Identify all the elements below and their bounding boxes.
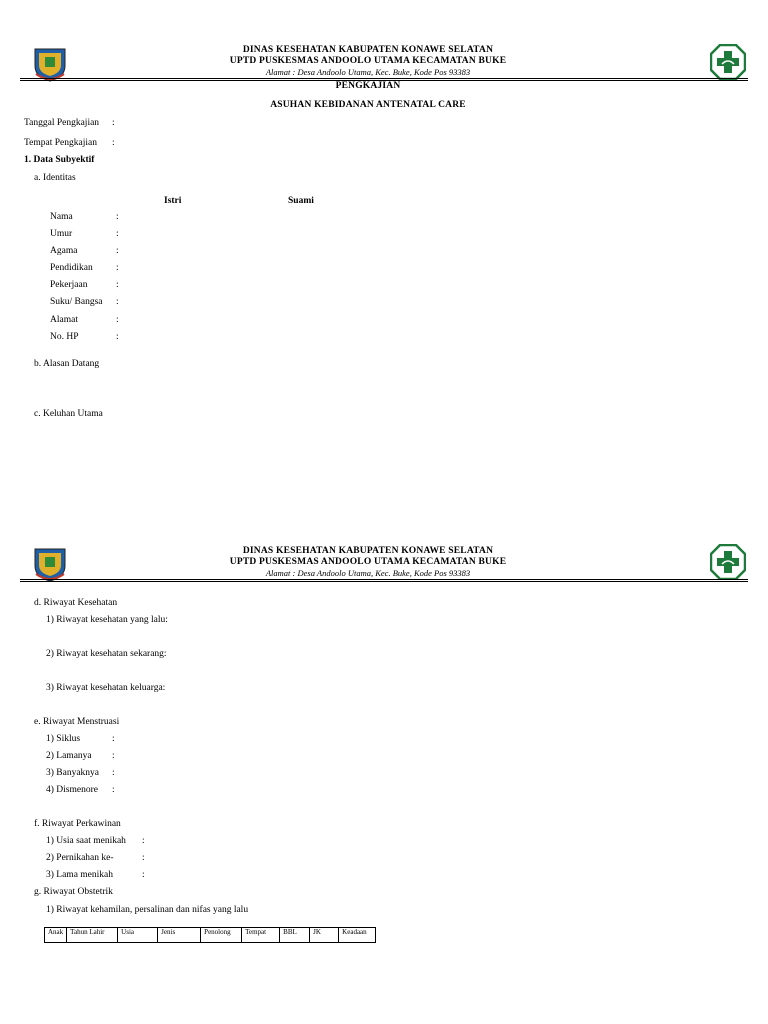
header-agency: DINAS KESEHATAN KABUPATEN KONAWE SELATAN — [242, 546, 494, 556]
perkawinan-usia: 1) Usia saat menikah — [46, 836, 126, 846]
suami-header: Suami — [288, 196, 314, 206]
identitas-colon: : — [116, 280, 119, 290]
header-divider — [20, 78, 748, 79]
identitas-colon: : — [116, 297, 119, 307]
header-address: Alamat : Desa Andoolo Utama, Kec. Buke, Kode Pos 93383 — [265, 67, 471, 77]
tempat-label: Tempat Pengkajian — [24, 138, 97, 148]
kesehatan-lalu: 1) Riwayat kesehatan yang lalu: — [46, 615, 168, 625]
menstruasi-colon: : — [112, 751, 115, 761]
identitas-colon: : — [116, 212, 119, 222]
alasan-datang-label: b. Alasan Datang — [34, 359, 100, 369]
perkawinan-colon: : — [142, 836, 145, 846]
riwayat-perkawinan-label: f. Riwayat Perkawinan — [34, 819, 121, 829]
perkawinan-colon: : — [142, 853, 145, 863]
riwayat-kesehatan-label: d. Riwayat Kesehatan — [34, 598, 118, 608]
menstruasi-colon: : — [112, 768, 115, 778]
table-header-cell: Keadaan — [339, 928, 376, 943]
obstetrik-kehamilan-lalu: 1) Riwayat kehamilan, persalinan dan nifas yang lalu — [46, 905, 249, 915]
menstruasi-dismenore: 4) Dismenore — [46, 785, 98, 795]
tempat-colon: : — [112, 138, 115, 148]
header-puskesmas: UPTD PUSKESMAS ANDOOLO UTAMA KECAMATAN BUKE — [229, 56, 507, 66]
identitas-umur: Umur — [50, 229, 73, 239]
kesehatan-keluarga: 3) Riwayat kesehatan keluarga: — [46, 683, 166, 693]
table-header-cell: Usia — [118, 928, 158, 943]
section-data-subyektif: 1. Data Subyektif — [24, 155, 95, 165]
tanggal-colon: : — [112, 118, 115, 128]
header-divider-thin — [20, 581, 748, 582]
identitas-colon: : — [116, 332, 119, 342]
identitas-nama: Nama — [50, 212, 73, 222]
header-address: Alamat : Desa Andoolo Utama, Kec. Buke, Kode Pos 93383 — [265, 568, 471, 578]
identitas-colon: : — [116, 263, 119, 273]
menstruasi-lamanya: 2) Lamanya — [46, 751, 92, 761]
form-title: PENGKAJIAN — [335, 81, 401, 91]
identitas-colon: : — [116, 246, 119, 256]
riwayat-menstruasi-label: e. Riwayat Menstruasi — [34, 717, 120, 727]
table-header-cell: JK — [310, 928, 339, 943]
identitas-pendidikan: Pendidikan — [50, 263, 93, 273]
table-header-cell: BBL — [280, 928, 310, 943]
kabupaten-logo — [32, 46, 68, 82]
identitas-suku: Suku/ Bangsa — [50, 297, 103, 307]
menstruasi-colon: : — [112, 785, 115, 795]
table-header-cell: Penolong — [201, 928, 242, 943]
table-header-cell: Anak — [45, 928, 67, 943]
riwayat-obstetrik-label: g. Riwayat Obstetrik — [34, 887, 113, 897]
identitas-label: a. Identitas — [34, 173, 76, 183]
perkawinan-ke: 2) Pernikahan ke- — [46, 853, 114, 863]
header-agency: DINAS KESEHATAN KABUPATEN KONAWE SELATAN — [242, 45, 494, 55]
kabupaten-logo — [32, 546, 68, 582]
identitas-alamat: Alamat — [50, 315, 78, 325]
istri-header: Istri — [164, 196, 182, 206]
table-header-row — [45, 928, 376, 943]
menstruasi-siklus: 1) Siklus — [46, 734, 81, 744]
table-header-cell: Tahun Lahir — [67, 928, 118, 943]
header-divider — [20, 579, 748, 580]
identitas-nohp: No. HP — [50, 332, 79, 342]
header-puskesmas: UPTD PUSKESMAS ANDOOLO UTAMA KECAMATAN BUKE — [229, 557, 507, 567]
obstetrik-table — [44, 927, 376, 943]
menstruasi-banyaknya: 3) Banyaknya — [46, 768, 100, 778]
menstruasi-colon: : — [112, 734, 115, 744]
identitas-colon: : — [116, 315, 119, 325]
identitas-pekerjaan: Pekerjaan — [50, 280, 88, 290]
perkawinan-lama: 3) Lama menikah — [46, 870, 114, 880]
keluhan-utama-label: c. Keluhan Utama — [34, 409, 103, 419]
table-header-cell: Tempat — [242, 928, 280, 943]
perkawinan-colon: : — [142, 870, 145, 880]
form-subtitle: ASUHAN KEBIDANAN ANTENATAL CARE — [270, 100, 466, 110]
puskesmas-logo — [710, 544, 746, 580]
tanggal-label: Tanggal Pengkajian — [24, 118, 100, 128]
kesehatan-sekarang: 2) Riwayat kesehatan sekarang: — [46, 649, 167, 659]
table-header-cell: Jenis — [158, 928, 201, 943]
identitas-agama: Agama — [50, 246, 78, 256]
puskesmas-logo — [710, 44, 746, 80]
identitas-colon: : — [116, 229, 119, 239]
